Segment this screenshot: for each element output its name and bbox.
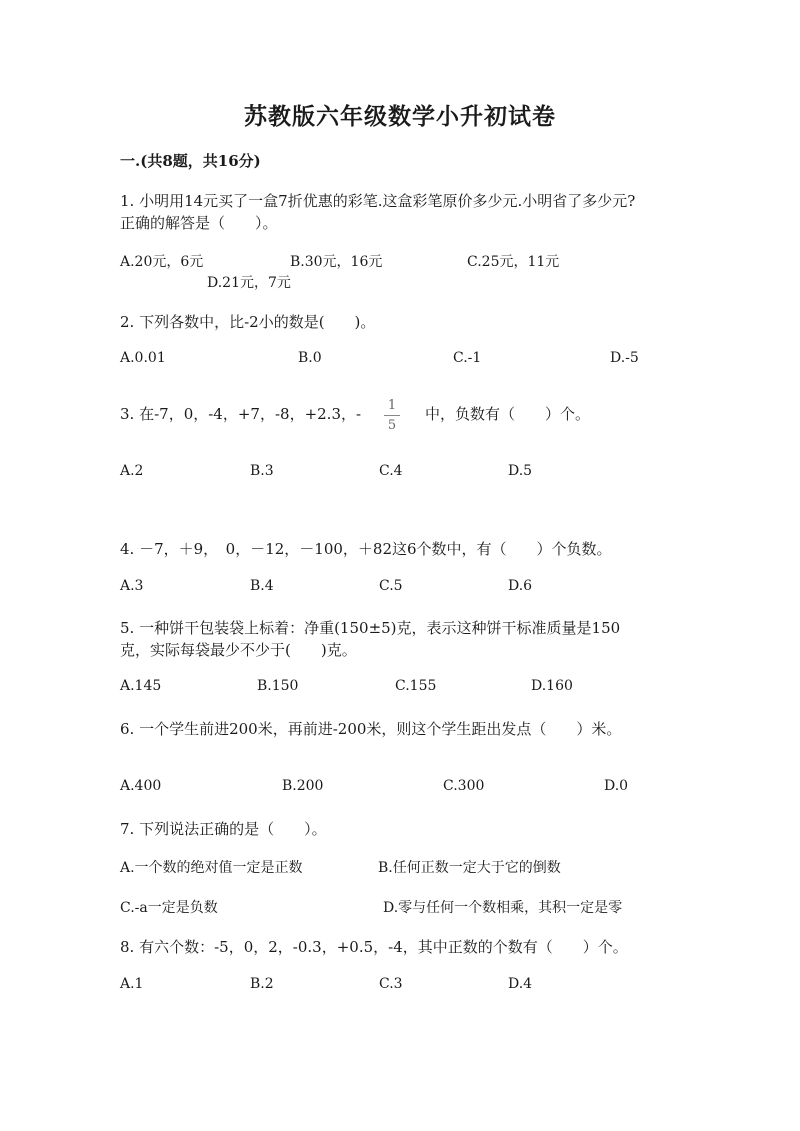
q1-option-a: A.20元，6元 [120, 254, 204, 270]
q8-option-b: B.2 [250, 976, 274, 992]
question-2-text: 2. 下列各数中，比-2小的数是( )。 [120, 313, 376, 331]
q8-option-a: A.1 [120, 976, 144, 992]
question-1-text-line2: 正确的解答是（ ）。 [120, 214, 278, 232]
q7-option-d: D.零与任何一个数相乘，其积一定是零 [383, 900, 623, 916]
fraction-numerator: 1 [387, 398, 397, 413]
q5-option-b: B.150 [257, 678, 299, 694]
q2-option-b: B.0 [298, 350, 322, 366]
q4-option-b: B.4 [250, 578, 274, 594]
q2-option-d: D.-5 [610, 350, 639, 366]
q6-option-a: A.400 [120, 778, 162, 794]
fraction-one-fifth [384, 398, 400, 433]
q6-option-b: B.200 [282, 778, 324, 794]
q1-option-b: B.30元，16元 [290, 254, 383, 270]
q3-option-d: D.5 [508, 463, 533, 479]
q6-option-c: C.300 [443, 778, 485, 794]
q5-option-d: D.160 [531, 678, 573, 694]
question-4-text: 4. －7，＋9， 0，－12，－100，＋82这6个数中，有（ ）个负数。 [120, 540, 612, 558]
q8-option-d: D.4 [508, 976, 533, 992]
q1-option-d: D.21元，7元 [207, 275, 291, 291]
q5-option-a: A.145 [120, 678, 162, 694]
q2-option-a: A.0.01 [120, 350, 166, 366]
q4-option-d: D.6 [508, 578, 533, 594]
q4-option-a: A.3 [120, 578, 144, 594]
question-3-text: 3. 在-7，0，-4，+7，-8，+2.3，- [120, 405, 362, 423]
q3-option-c: C.4 [379, 463, 403, 479]
section-heading: 一.(共8题，共16分) [120, 152, 261, 170]
question-1-text: 1. 小明用14元买了一盒7折优惠的彩笔.这盒彩笔原价多少元.小明省了多少元? [120, 192, 636, 210]
page-title: 苏教版六年级数学小升初试卷 [244, 103, 556, 130]
q4-option-c: C.5 [379, 578, 403, 594]
question-5-text-line2: 克，实际每袋最少不少于( )克。 [120, 641, 357, 659]
question-8-text: 8. 有六个数：-5，0，2，-0.3，+0.5，-4，其中正数的个数有（ ）个。 [120, 938, 628, 956]
q3-option-a: A.2 [120, 463, 144, 479]
q1-option-c: C.25元，11元 [467, 254, 560, 270]
q5-option-c: C.155 [395, 678, 437, 694]
fraction-denominator: 5 [387, 418, 397, 433]
q3-option-b: B.3 [250, 463, 274, 479]
question-5-text: 5. 一种饼干包装袋上标着：净重(150±5)克，表示这种饼干标准质量是150 [120, 619, 621, 637]
fraction-bar [384, 415, 400, 416]
question-6-text: 6. 一个学生前进200米，再前进-200米，则这个学生距出发点（ ）米。 [120, 720, 622, 738]
q8-option-c: C.3 [379, 976, 403, 992]
q7-option-b: B.任何正数一定大于它的倒数 [378, 860, 561, 876]
question-7-text: 7. 下列说法正确的是（ ）。 [120, 820, 327, 838]
q7-option-c: C.-a一定是负数 [120, 900, 218, 916]
q2-option-c: C.-1 [453, 350, 482, 366]
question-3-text-after: 中，负数有（ ）个。 [425, 405, 591, 423]
q6-option-d: D.0 [604, 778, 629, 794]
q7-option-a: A.一个数的绝对值一定是正数 [120, 860, 303, 876]
